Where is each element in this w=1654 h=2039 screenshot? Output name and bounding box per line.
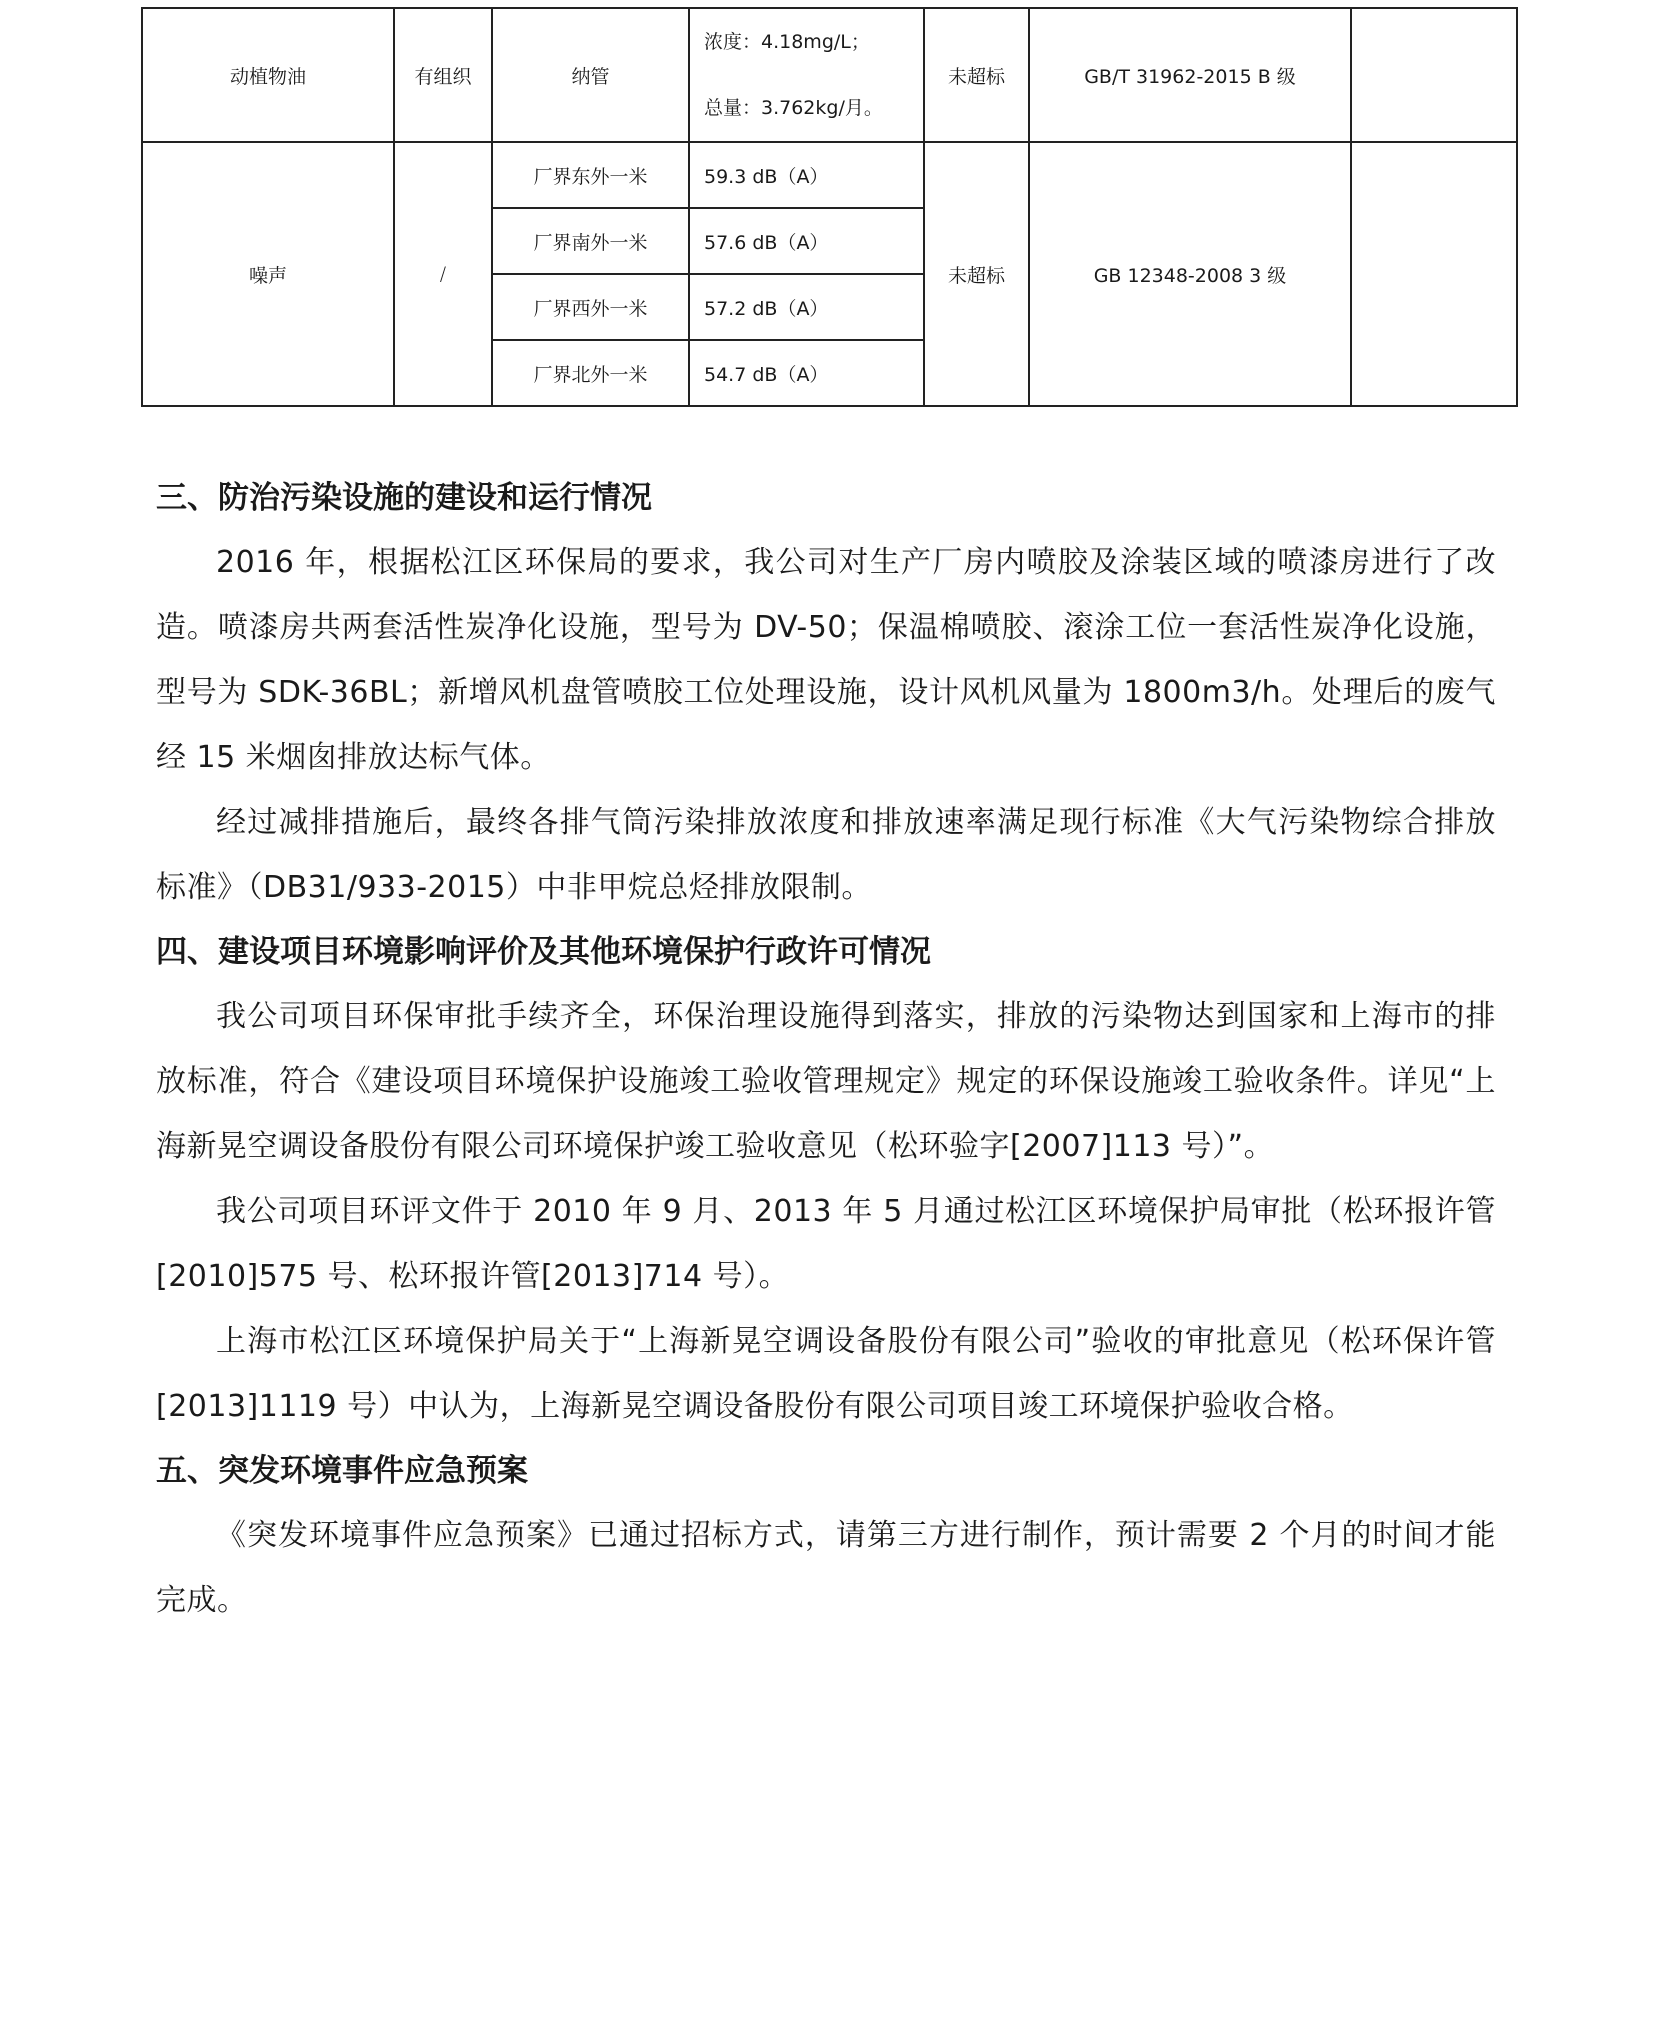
section-heading-5: 五、突发环境事件应急预案	[156, 1453, 528, 1489]
paragraph: 上海市松江区环境保护局关于“上海新晃空调设备股份有限公司”验收的审批意见（松环保许管[2013]1119 号）中认为，上海新晃空调设备股份有限公司项目竣工环境保护验收合格。	[156, 1324, 1496, 1424]
type-cell: /	[394, 142, 492, 406]
standard-cell: GB 12348-2008 3 级	[1029, 142, 1351, 406]
value-cell: 57.2 dB（A）	[689, 274, 924, 340]
value-cell: 59.3 dB（A）	[689, 142, 924, 208]
section-heading-3: 三、防治污染设施的建设和运行情况	[156, 480, 652, 516]
pollutant-cell: 噪声	[142, 142, 394, 406]
section-heading-4: 四、建设项目环境影响评价及其他环境保护行政许可情况	[156, 934, 931, 970]
value-cell: 54.7 dB（A）	[689, 340, 924, 406]
status-cell: 未超标	[924, 142, 1029, 406]
location-cell: 厂界西外一米	[492, 274, 689, 340]
pollutant-cell: 动植物油	[142, 8, 394, 142]
table-row-oil	[142, 8, 1517, 142]
paragraph: 《突发环境事件应急预案》已通过招标方式，请第三方进行制作，预计需要 2 个月的时间才能完成。	[156, 1518, 1496, 1618]
paragraph: 我公司项目环评文件于 2010 年 9 月、2013 年 5 月通过松江区环境保护局审批（松环报许管[2010]575 号、松环报许管[2013]714 号）。	[156, 1194, 1496, 1294]
type-cell: 有组织	[394, 8, 492, 142]
paragraph: 我公司项目环保审批手续齐全，环保治理设施得到落实，排放的污染物达到国家和上海市的排放标准，符合《建设项目环境保护设施竣工验收管理规定》规定的环保设施竣工验收条件。详见“上海新晃空调设备股份有限公司环境保护竣工验收意见（松环验字[2007]113 号）”。	[156, 999, 1496, 1164]
paragraph: 经过减排措施后，最终各排气筒污染排放浓度和排放速率满足现行标准《大气污染物综合排放标准》（DB31/933-2015）中非甲烷总烃排放限制。	[156, 805, 1496, 905]
note-cell	[1351, 142, 1517, 406]
status-cell: 未超标	[924, 8, 1029, 142]
location-cell: 厂界北外一米	[492, 340, 689, 406]
location-cell: 厂界南外一米	[492, 208, 689, 274]
discharge-cell: 纳管	[492, 8, 689, 142]
total-text: 总量：3.762kg/月。	[704, 97, 883, 119]
concentration-cell	[689, 8, 924, 142]
paragraph: 2016 年，根据松江区环保局的要求，我公司对生产厂房内喷胶及涂装区域的喷漆房进行了改造。喷漆房共两套活性炭净化设施，型号为 DV-50；保温棉喷胶、滚涂工位一套活性炭净化设施，型号为 SDK-36BL；新增风机盘管喷胶工位处理设施，设计风机风量为 1800m3/h。处理后的废气经 15 米烟囱排放达标气体。	[156, 545, 1496, 775]
emission-table	[141, 7, 1518, 407]
value-cell: 57.6 dB（A）	[689, 208, 924, 274]
concentration-text: 浓度：4.18mg/L；	[704, 31, 870, 53]
standard-cell: GB/T 31962-2015 B 级	[1029, 8, 1351, 142]
table-row-noise	[142, 142, 1517, 208]
body-content	[156, 466, 1496, 1633]
note-cell	[1351, 8, 1517, 142]
location-cell: 厂界东外一米	[492, 142, 689, 208]
